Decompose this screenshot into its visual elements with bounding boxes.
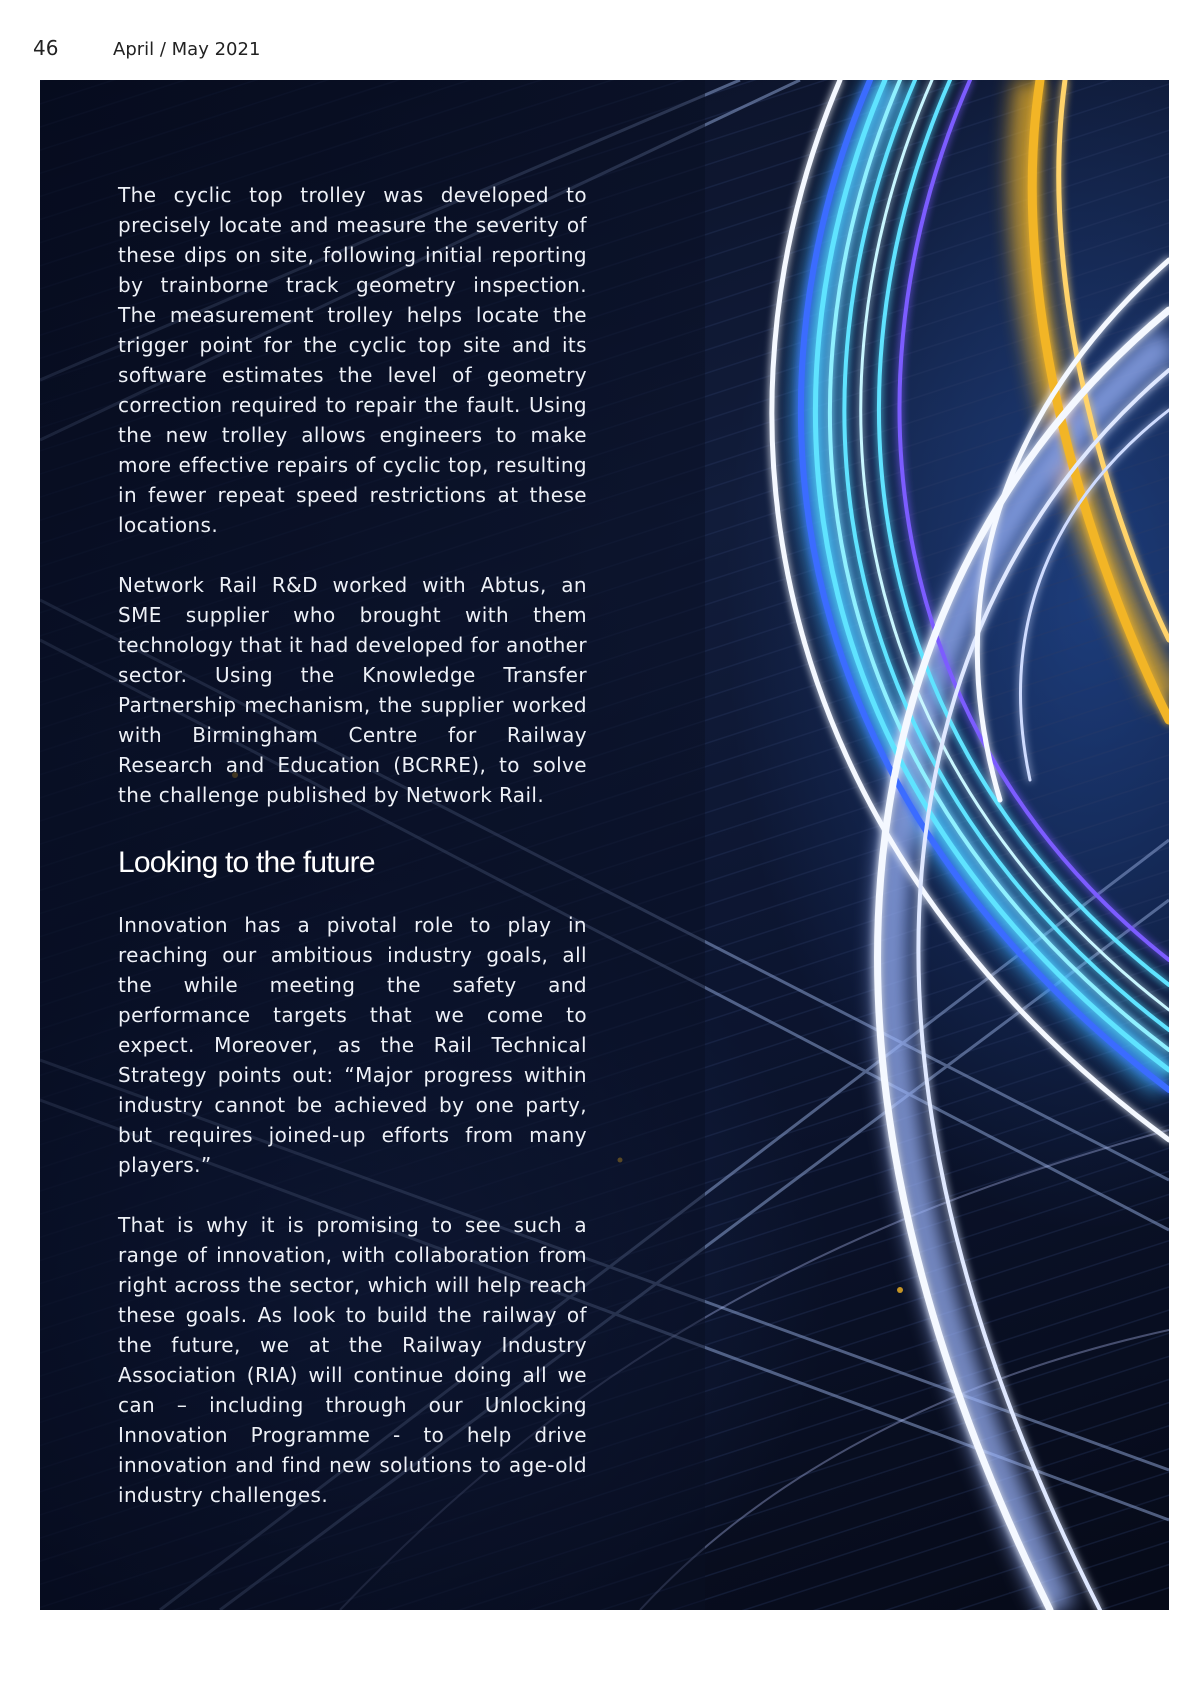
article-paragraph: The cyclic top trolley was developed to precisely locate and measure the severity of these dips on site, following initial reporting by trainborne track geometry inspection. The measurement trolley helps locate the trigger point for the cyclic top site and its software estimates the level of geometry correction required to repair the fault. Using the new trolley allows engineers to make more effective repairs of cyclic top, resulting in fewer repeat speed restrictions at these locations.	[118, 183, 587, 537]
page-number: 46	[33, 36, 59, 60]
issue-date: April / May 2021	[113, 39, 261, 60]
article-paragraph: Innovation has a pivotal role to play in reaching our ambitious industry goals, all the while meeting the safety and performance targets that we come to expect. Moreover, as the Rail Technical Strategy points out: “Major progress within industry cannot be achieved by one party, but requires joined-up efforts from many players.”	[118, 913, 587, 1177]
page-header	[30, 34, 630, 64]
article-paragraph: Network Rail R&D worked with Abtus, an SME supplier who brought with them technology that it had developed for another sector. Using the Knowledge Transfer Partnership mechanism, the supplier worked with Birmingham Centre for Railway Research and Education (BCRRE), to solve the challenge published by Network Rail.	[118, 573, 587, 807]
feature-image-panel	[40, 80, 1169, 1610]
article-body	[118, 180, 587, 1540]
section-heading: Looking to the future	[118, 846, 375, 879]
article-paragraph: That is why it is promising to see such a range of innovation, with collaboration from right across the sector, which will help reach these goals. As look to build the railway of the future, we at the Railway Industry Association (RIA) will continue doing all we can – including through our Unlocking Innovation Programme - to help drive innovation and find new solutions to age-old industry challenges.	[118, 1213, 587, 1507]
